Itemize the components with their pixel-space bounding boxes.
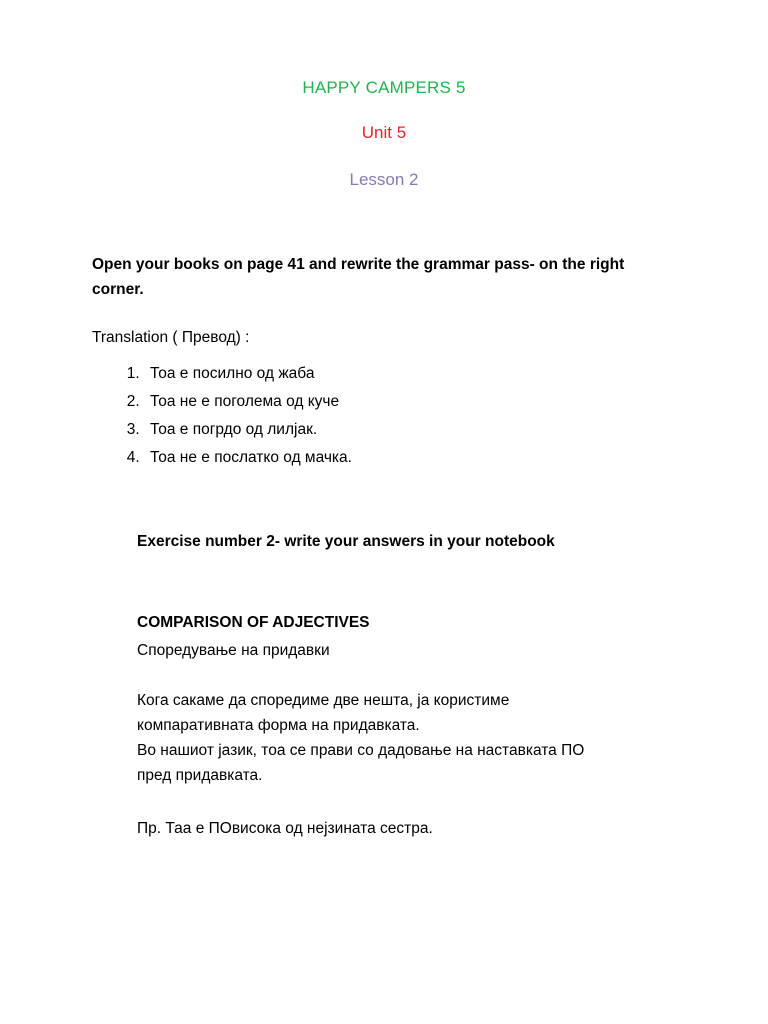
lesson-heading: Lesson 2 (349, 169, 419, 189)
exercise-heading: Exercise number 2- write your answers in your notebook (137, 533, 555, 551)
section-subheading: Споредување на придавки (137, 641, 330, 659)
translation-label: Translation ( Превод) : (92, 329, 250, 347)
list-item: 4. Тоа не е послатко од мачка. (144, 448, 676, 468)
instruction-text: Open your books on page 41 and rewrite the grammar pass- on the right corner. (92, 256, 625, 299)
page-title: HAPPY CAMPERS 5 (302, 78, 466, 97)
comparison-section (137, 611, 676, 841)
translation-list (92, 364, 676, 469)
unit-heading: Unit 5 (361, 123, 407, 143)
example-sentence: Пр. Таа е ПОвисока од нејзината сестра. (137, 820, 433, 838)
paragraph-line: Кога сакаме да споредиме две нешта, ја користиме (137, 691, 510, 709)
list-item: 3. Тоа е погрдо од лилјак. (144, 420, 676, 440)
list-item: 1. Тоа е посилно од жаба (144, 364, 676, 384)
document-title-block (92, 78, 676, 190)
paragraph-line: компаративната форма на придавката. (137, 717, 420, 735)
list-item: 2. Тоа не е поголема од куче (144, 392, 676, 412)
paragraph-line: Во нашиот јазик, тоа се прави со дадовање на наставката ПО (137, 742, 585, 760)
paragraph-line: пред придавката. (137, 767, 263, 785)
section-heading: COMPARISON OF ADJECTIVES (137, 614, 370, 632)
